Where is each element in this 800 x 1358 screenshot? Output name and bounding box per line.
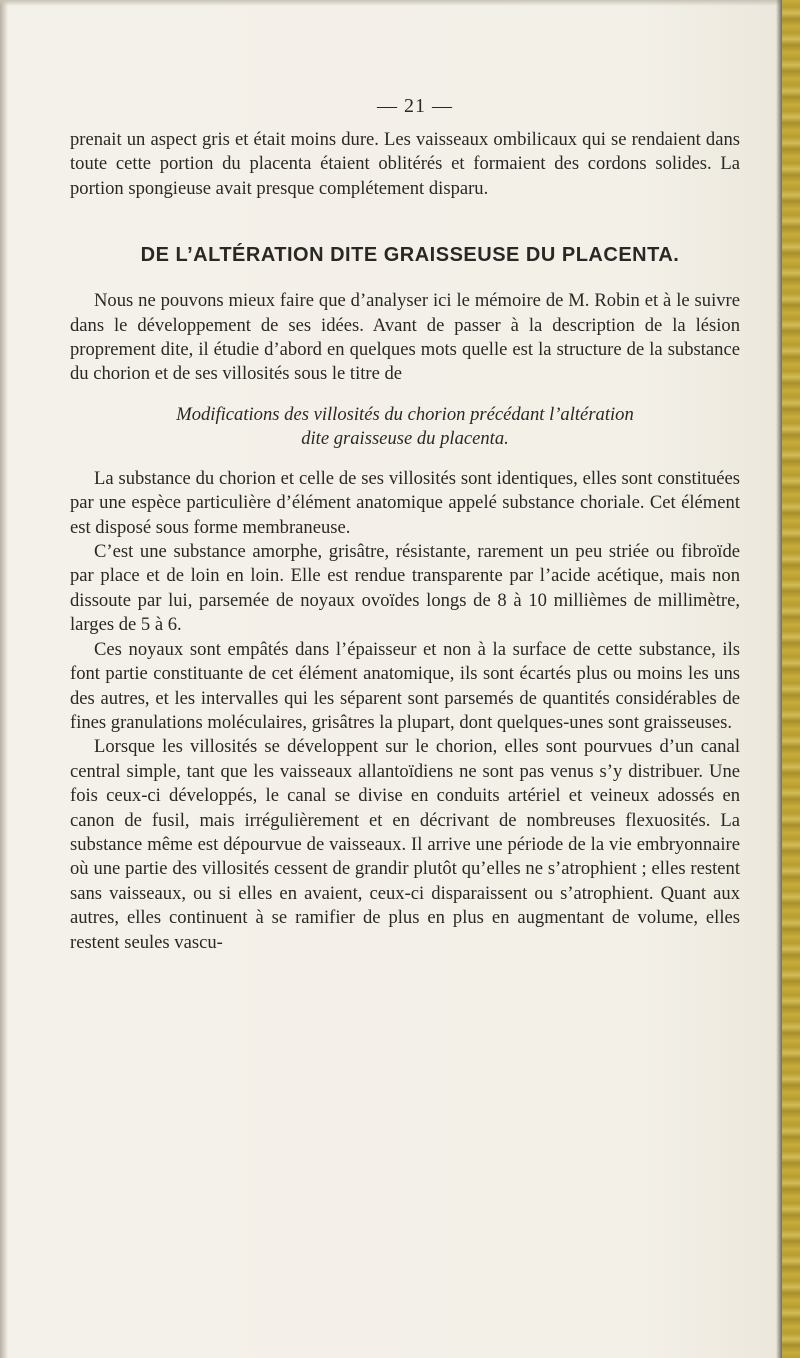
paragraph-body-1: La substance du chorion et celle de ses villosités sont identiques, elles sont constituées par une espèce particulière d’élément anatomique appelé substance choriale. Cet élément est disposé sous forme membraneuse.: [70, 467, 740, 538]
section-title: DE L’ALTÉRATION DITE GRAISSEUSE DU PLACENTA.: [140, 244, 680, 267]
page-content: [70, 95, 740, 955]
page-number: — 21 —: [377, 95, 453, 117]
left-page-edge: [0, 0, 8, 1358]
top-page-edge: [0, 0, 780, 6]
book-edge: [782, 0, 800, 1358]
paragraph-intro: prenait un aspect gris et était moins dure. Les vaisseaux ombilicaux qui se rendaient dans toute cette portion du placenta étaient oblitérés et formaient des cordons solides. La portion spongieuse avait presque complétement disparu.: [70, 129, 740, 199]
paragraph-body-4: Lorsque les villosités se développent sur le chorion, elles sont pourvues d’un canal central simple, tant que les vaisseaux allantoïdiens ne sont pas venus s’y distribuer. Une fois ceux-ci développés, le canal se divise en conduits artériel et veineux adossés en canon de fusil, mais irrégulièrement et en décrivant de nombreuses flexuosités. La substance même est dépourvue de vaisseaux. Il arrive une période de la vie embryonnaire où une partie des villosités cessent de grandir plutôt qu’elles ne s’atrophient ; elles restent sans vaisseaux, ou si elles en avaient, ceux-ci disparaissent ou s’atrophient. Quant aux autres, elles continuent à se ramifier de plus en plus en augmentant de volume, elles restent seules vascu-: [70, 736, 740, 953]
subsection-title: [70, 403, 740, 451]
paragraph-section-intro: Nous ne pouvons mieux faire que d’analyser ici le mémoire de M. Robin et à le suivre dans le développement de ses idées. Avant de passer à la description de la lésion proprement dite, il étudie d’abord en quelques mots quelle est la structure de la substance du chorion et de ses villosités sous le titre de: [70, 290, 740, 385]
subsection-title-line-1: Modifications des villosités du chorion précédant l’altération: [176, 403, 634, 425]
subsection-title-line-2: dite graisseuse du placenta.: [301, 427, 509, 449]
paragraph-body-3: Ces noyaux sont empâtés dans l’épaisseur et non à la surface de cette substance, ils font partie constituante de cet élément anatomique, ils sont écartés plus ou moins les uns des autres, et les intervalles qui les séparent sont parsemés de quantités considérables de fines granulations moléculaires, grisâtres la plupart, dont quelques-unes sont graisseuses.: [70, 638, 740, 733]
paragraph-body-2: C’est une substance amorphe, grisâtre, résistante, rarement un peu striée ou fibroïde par place et de loin en loin. Elle est rendue transparente par l’acide acétique, mais non dissoute par lui, parsemée de noyaux ovoïdes longs de 8 à 10 millièmes de millimètre, larges de 5 à 6.: [70, 541, 740, 636]
